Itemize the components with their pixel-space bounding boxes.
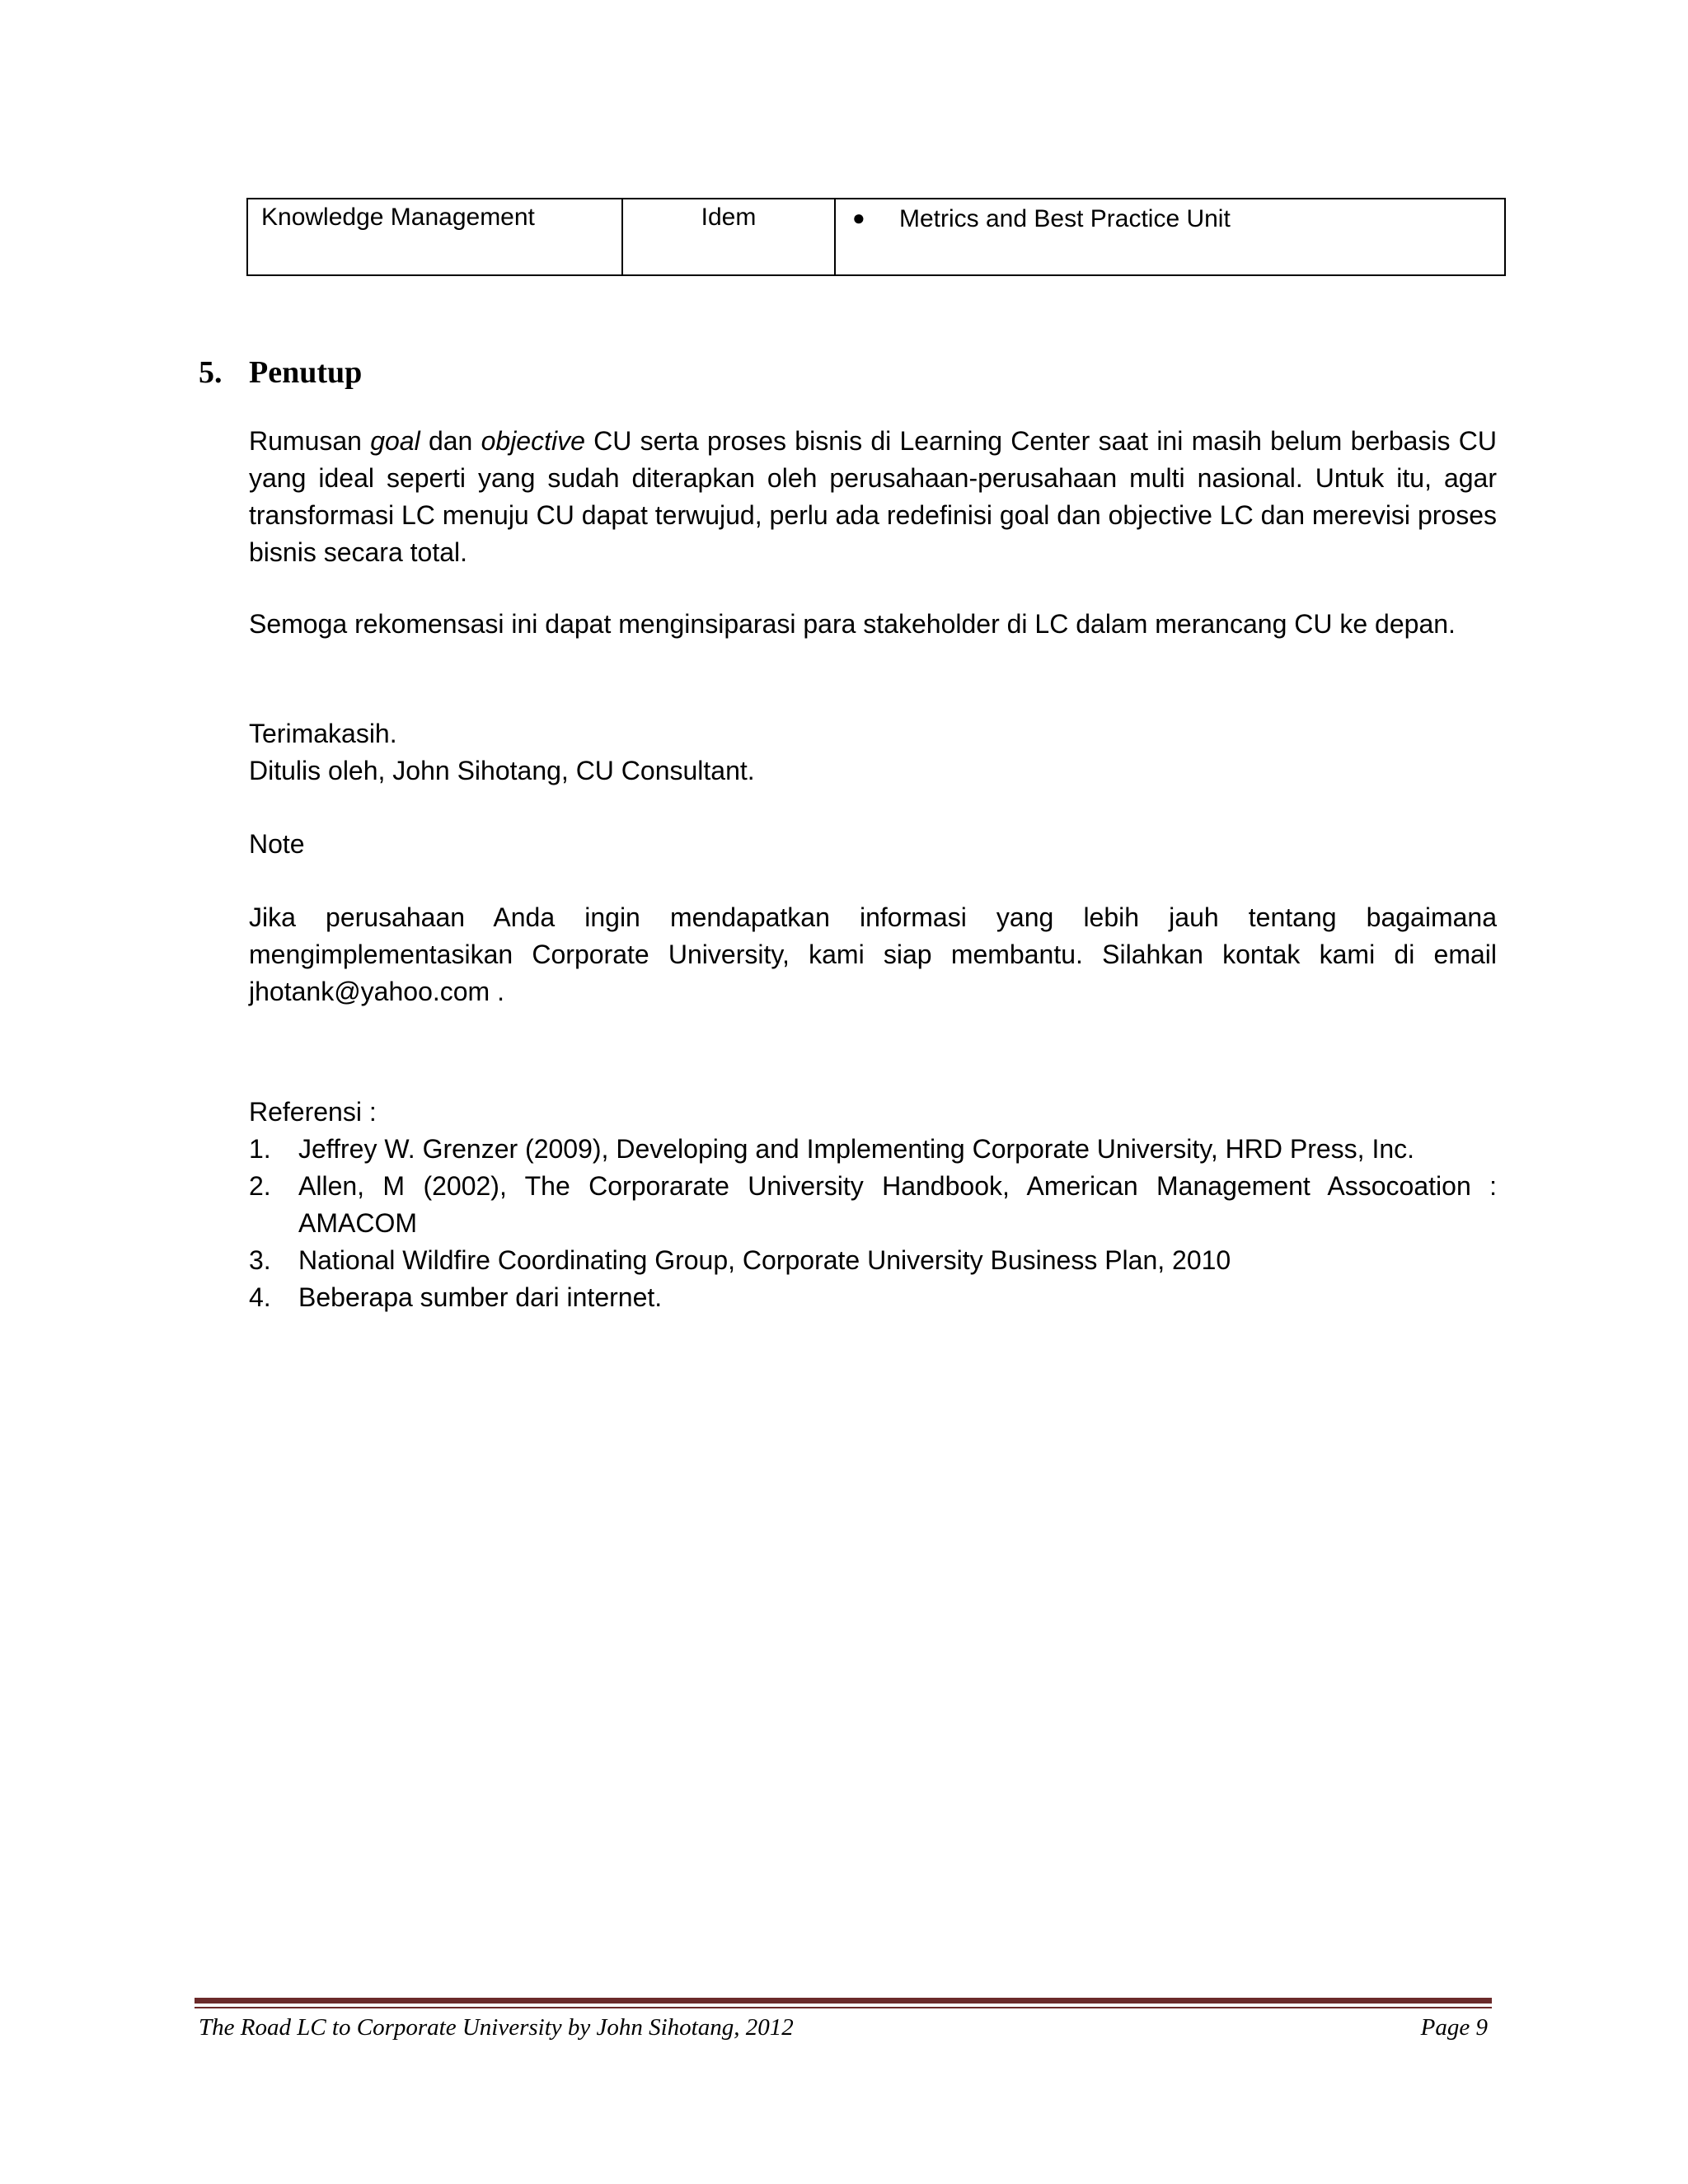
cell-text: Knowledge Management bbox=[261, 204, 535, 231]
bullet-text: Metrics and Best Practice Unit bbox=[899, 205, 1231, 232]
text-run: dan bbox=[420, 426, 481, 456]
footer-divider-thin bbox=[195, 2007, 1492, 2008]
reference-text: National Wildfire Coordinating Group, Corporate University Business Plan, 2010 bbox=[298, 1245, 1231, 1275]
list-number: 3. bbox=[249, 1245, 271, 1275]
list-number: 2. bbox=[249, 1171, 271, 1201]
reference-text: Beberapa sumber dari internet. bbox=[298, 1282, 663, 1312]
references-list bbox=[249, 1131, 1497, 1316]
section-heading bbox=[199, 353, 362, 392]
paragraph-hope: Semoga rekomensasi ini dapat menginsiparasi para stakeholder di LC dalam merancang CU ke depan. bbox=[249, 609, 1456, 639]
footer-title: The Road LC to Corporate University by John Sihotang, 2012 bbox=[199, 2014, 794, 2041]
list-item bbox=[249, 1131, 1497, 1168]
list-item bbox=[249, 1168, 1497, 1242]
section-title: Penutup bbox=[249, 355, 363, 390]
references-label: Referensi : bbox=[249, 1097, 377, 1127]
cell-text: Idem bbox=[701, 204, 757, 231]
table-row bbox=[247, 199, 1505, 275]
structure-table bbox=[246, 198, 1506, 276]
section-number: 5. bbox=[199, 355, 223, 390]
text-run: CU serta proses bisnis di Learning Center saat ini masih belum berbasis CU yang ideal seperti yang sudah diterapkan oleh perusahaan-perusahaan multi nasional. Untuk itu, agar transformasi LC menuju CU dapat terwujud, perlu ada redefinisi goal dan objective LC dan merevisi proses bisnis secara total. bbox=[249, 426, 1498, 567]
bullet-icon: ● bbox=[852, 205, 865, 230]
page-number: Page 9 bbox=[1420, 2014, 1488, 2041]
note-paragraph: Jika perusahaan Anda ingin mendapatkan informasi yang lebih jauh tentang bagaimana mengimplementasikan Corporate University, kami siap membantu. Silahkan kontak kami di email jhotank@yahoo.com . bbox=[249, 902, 1497, 1006]
emphasis-objective: objective bbox=[481, 426, 585, 456]
note-label: Note bbox=[249, 829, 305, 859]
text-run: Rumusan bbox=[249, 426, 371, 456]
bullet-item bbox=[836, 199, 1504, 234]
thanks-line: Terimakasih. bbox=[249, 719, 397, 748]
reference-text: Allen, M (2002), The Corporarate University Handbook, American Management Assocoation : AMACOM bbox=[298, 1171, 1497, 1238]
paragraph-summary bbox=[249, 423, 1497, 571]
list-number: 1. bbox=[249, 1134, 271, 1164]
footer-divider-thick bbox=[195, 1998, 1492, 2004]
table-cell-status bbox=[622, 199, 835, 275]
table-cell-units bbox=[835, 199, 1505, 275]
reference-text: Jeffrey W. Grenzer (2009), Developing and Implementing Corporate University, HRD Press, Inc. bbox=[298, 1134, 1415, 1164]
list-number: 4. bbox=[249, 1282, 271, 1312]
table-cell-function bbox=[247, 199, 622, 275]
emphasis-goal: goal bbox=[370, 426, 420, 456]
list-item bbox=[249, 1242, 1497, 1279]
list-item bbox=[249, 1279, 1497, 1316]
author-line: Ditulis oleh, John Sihotang, CU Consultant. bbox=[249, 756, 755, 785]
